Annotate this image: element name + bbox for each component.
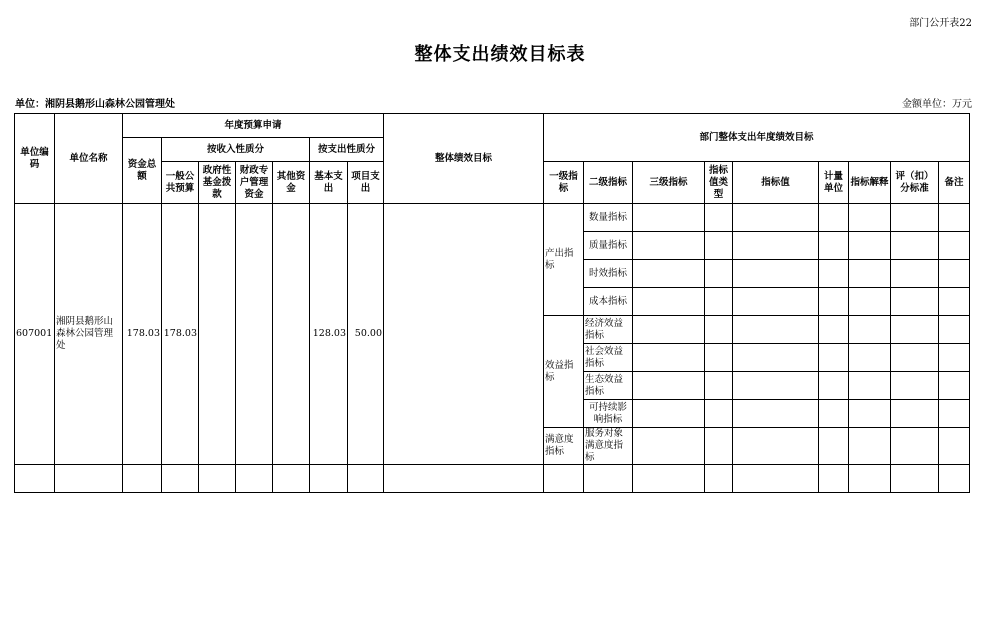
- level1-output: 产出指标: [544, 204, 584, 316]
- level2-item: 经济效益指标: [584, 316, 633, 344]
- level2-item: 社会效益指标: [584, 344, 633, 372]
- level2-item: 服务对象满意度指标: [584, 428, 633, 465]
- header-value: 指标值: [733, 162, 819, 204]
- row-total: 178.03: [123, 204, 162, 465]
- header-general-budget: 一般公共预算: [162, 162, 199, 204]
- empty-row: [15, 465, 970, 493]
- unit-label: 单位：湘阴县鹅形山森林公园管理处: [15, 99, 175, 110]
- header-unit-code: 单位编码: [15, 114, 55, 204]
- header-total: 资金总额: [123, 138, 162, 204]
- level2-item: 时效指标: [584, 260, 633, 288]
- row-project-expense: 50.00: [348, 204, 384, 465]
- header-by-income: 按收入性质分: [162, 138, 310, 162]
- header-other-funds: 其他资金: [273, 162, 310, 204]
- row-fiscal-special: [236, 204, 273, 465]
- header-fiscal-special: 财政专户管理资金: [236, 162, 273, 204]
- level1-satisfaction: 满意度指标: [544, 428, 584, 465]
- level2-item: 成本指标: [584, 288, 633, 316]
- header-annual-budget: 年度预算申请: [123, 114, 384, 138]
- row-other-funds: [273, 204, 310, 465]
- header-by-expense: 按支出性质分: [310, 138, 384, 162]
- header-value-type: 指标值类型: [705, 162, 733, 204]
- header-dept-goal: 部门整体支出年度绩效目标: [544, 114, 970, 162]
- row-general-budget: 178.03: [162, 204, 199, 465]
- header-project-expense: 项目支出: [348, 162, 384, 204]
- header-remark: 备注: [939, 162, 970, 204]
- header-scoring: 评（扣）分标准: [891, 162, 939, 204]
- form-number: 部门公开表22: [909, 18, 972, 29]
- level2-item: 质量指标: [584, 232, 633, 260]
- performance-table: [14, 113, 970, 493]
- row-basic-expense: 128.03: [310, 204, 348, 465]
- header-level3: 三级指标: [633, 162, 705, 204]
- header-basic-expense: 基本支出: [310, 162, 348, 204]
- amount-unit-label: 金额单位：万元: [902, 99, 972, 110]
- row-gov-fund: [199, 204, 236, 465]
- level2-item: 可持续影响指标: [584, 400, 633, 428]
- header-overall-goal: 整体绩效目标: [384, 114, 544, 204]
- header-level1: 一级指标: [544, 162, 584, 204]
- level2-item: 生态效益指标: [584, 372, 633, 400]
- row-unit-code: 607001: [15, 204, 55, 465]
- header-explanation: 指标解释: [849, 162, 891, 204]
- row-unit-name: 湘阴县鹅形山森林公园管理处: [55, 204, 123, 465]
- page-title: 整体支出绩效目标表: [414, 44, 586, 65]
- header-measure-unit: 计量单位: [819, 162, 849, 204]
- header-level2: 二级指标: [584, 162, 633, 204]
- level1-benefit: 效益指标: [544, 316, 584, 428]
- header-unit-name: 单位名称: [55, 114, 123, 204]
- row-overall-goal: [384, 204, 544, 465]
- header-gov-fund: 政府性基金拨款: [199, 162, 236, 204]
- level2-item: 数量指标: [584, 204, 633, 232]
